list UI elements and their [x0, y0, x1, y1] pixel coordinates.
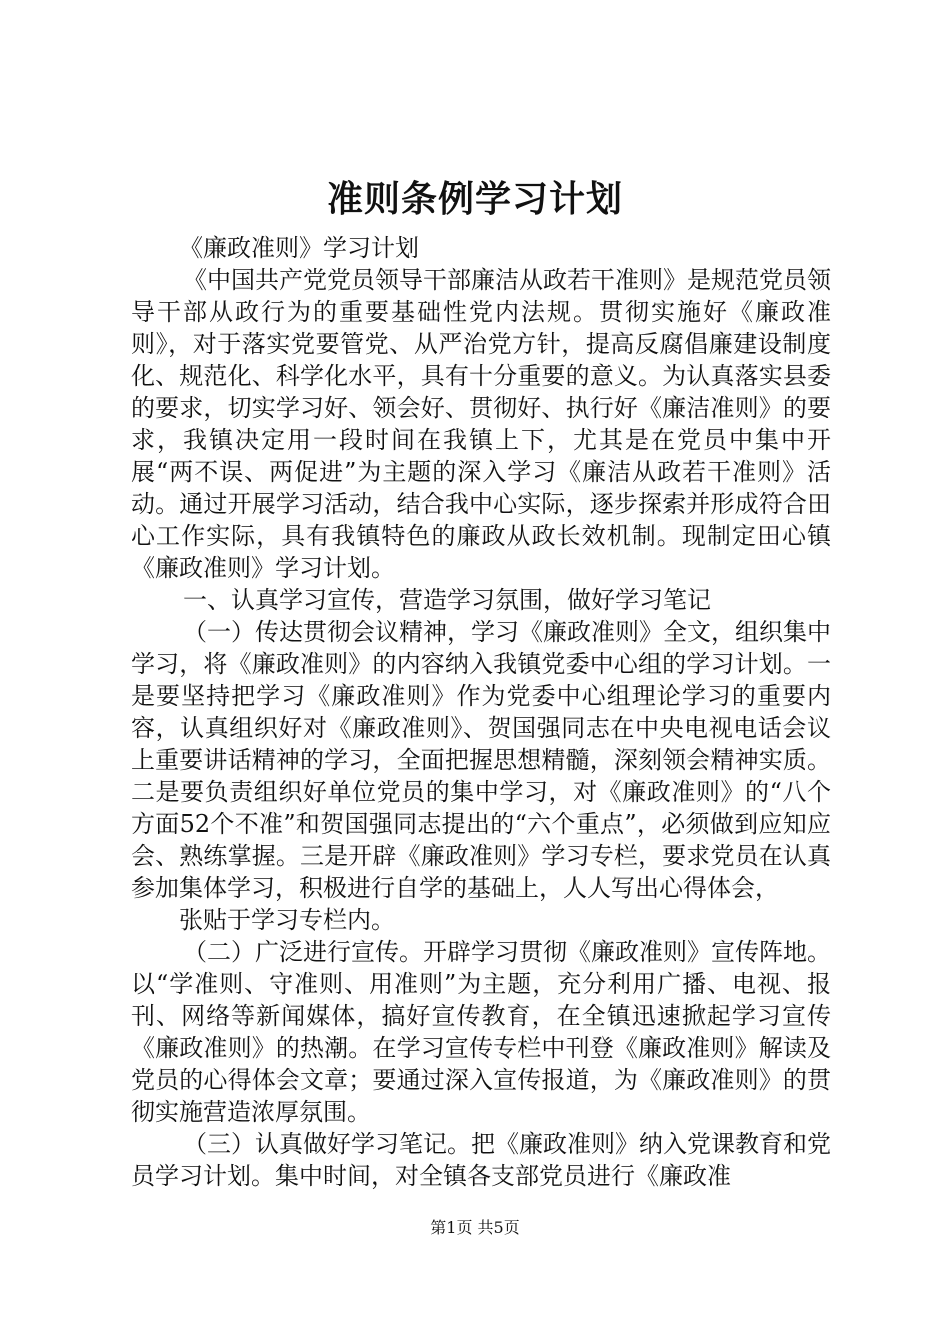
subtitle-paragraph: 《廉政准则》学习计划 [179, 234, 419, 262]
body-paragraph: 张贴于学习专栏内。 [179, 906, 395, 934]
intro-paragraph: 《中国共产党党员领导干部廉洁从政若干准则》是规范党员领导干部从政行为的重要基础性党内法规。贯彻实施好《廉政准则》，对于落实党要管党、从严治党方针，提高反腐倡廉建设制度化、规范化、科学化水平，具有十分重要的意义。为认真落实县委的要求，切实学习好、领会好、贯彻好、执行好《廉洁准则》的要求，我镇决定用一段时间在我镇上下，尤其是在党员中集中开展“两不误、两促进”为主题的深入学习《廉洁从政若干准则》活动。通过开展学习活动，结合我中心实际，逐步探索并形成符合田心工作实际，具有我镇特色的廉政从政长效机制。现制定田心镇《廉政准则》学习计划。 [131, 266, 831, 582]
section-heading: 一、认真学习宣传，营造学习氛围，做好学习笔记 [183, 586, 711, 614]
page-title: 准则条例学习计划 [326, 178, 623, 220]
page-number: 第1页 共5页 [430, 1218, 520, 1237]
body-paragraph: （三）认真做好学习笔记。把《廉政准则》纳入党课教育和党员学习计划。集中时间，对全镇各支部党员进行《廉政准 [131, 1130, 831, 1190]
body-paragraph: （一）传达贯彻会议精神，学习《廉政准则》全文，组织集中学习，将《廉政准则》的内容纳入我镇党委中心组的学习计划。一是要坚持把学习《廉政准则》作为党委中心组理论学习的重要内容，认真组织好对《廉政准则》、贺国强同志在中央电视电话会议上重要讲话精神的学习，全面把握思想精髓，深刻领会精神实质。二是要负责组织好单位党员的集中学习，对《廉政准则》的“八个方面52个不准”和贺国强同志提出的“六个重点”，必须做到应知应会、熟练掌握。三是开辟《廉政准则》学习专栏，要求党员在认真参加集体学习，积极进行自学的基础上，人人写出心得体会， [131, 618, 831, 902]
body-paragraph: （二）广泛进行宣传。开辟学习贯彻《廉政准则》宣传阵地。以“学准则、守准则、用准则”为主题，充分利用广播、电视、报刊、网络等新闻媒体，搞好宣传教育，在全镇迅速掀起学习宣传《廉政准则》的热潮。在学习宣传专栏中刊登《廉政准则》解读及党员的心得体会文章；要通过深入宣传报道，为《廉政准则》的贯彻实施营造浓厚氛围。 [131, 938, 831, 1126]
document-body [131, 232, 831, 1192]
